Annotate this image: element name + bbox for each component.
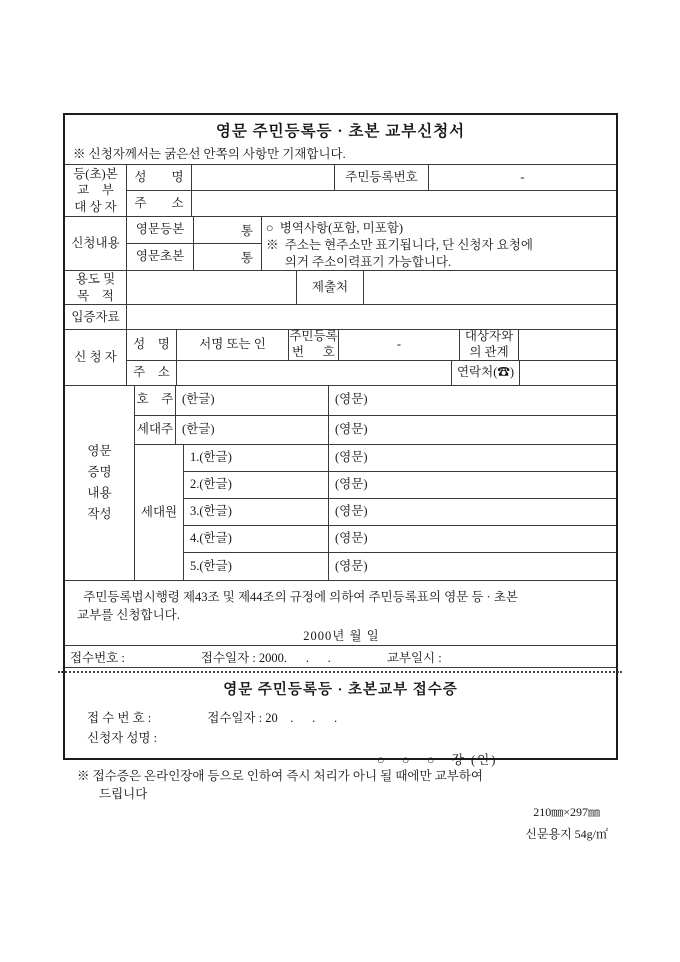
receipt-no-label: 접 수 번 호 : [87,711,152,725]
subject-address-field[interactable] [192,191,616,216]
member-1-hangul-field[interactable]: 1.(한글) [184,445,329,471]
purpose-section [65,271,616,305]
evidence-section-label: 입증자료 [65,305,127,329]
declaration-date: 2000년 월 일 [303,629,380,644]
form-notice [65,141,616,165]
member-3-hangul-field[interactable]: 3.(한글) [184,499,329,525]
member-row [184,445,616,472]
evidence-section [65,305,616,330]
request-deungbon-label: 영문등본 [127,217,194,243]
contact-field[interactable] [520,361,616,385]
subject-address-label: 주 소 [127,191,192,216]
subject-name-field[interactable] [192,165,335,190]
member-4-english-field[interactable]: (영문) [335,531,368,546]
declaration-text: 주민등록법시행령 제43조 및 제44조의 규정에 의하여 주민등록표의 영문 등 · 초본 교부를 신청합니다. [77,590,518,623]
subject-section [65,165,616,217]
request-chobon-count-field[interactable] [194,244,262,270]
cut-line [58,671,622,673]
sedaeju-hangul-field[interactable]: (한글) [176,416,329,445]
applicant-address-label: 주 소 [127,361,177,385]
member-4-hangul-field[interactable]: 4.(한글) [184,526,329,552]
purpose-field[interactable] [127,271,297,304]
english-section-label: 영문 증명 내용 작성 [65,386,135,580]
member-row [184,472,616,499]
receipt-stub [65,668,616,767]
member-2-english-field[interactable]: (영문) [335,477,368,492]
office-issue-datetime: 교부일시 : [386,650,442,665]
request-note: ○ 병역사항(포함, 미포함) ※ 주소는 현주소만 표기됩니다, 단 신청자 요청에 의거 주소이력표기 가능합니다. [266,221,533,269]
applicant-name-label: 성 명 [127,330,177,360]
request-section [65,217,616,271]
subject-rrn-label: 주민등록번호 [335,165,429,190]
hoju-english-field[interactable]: (영문) [335,392,368,407]
application-form [63,113,618,767]
office-receipt-no: 접수번호 : [70,650,125,665]
member-row [184,499,616,526]
english-section [65,386,616,581]
footnote-line2: 드립니다 [99,787,148,801]
footnote-line1: ※ 접수증은 온라인장애 등으로 인하여 즉시 처리가 아니 될 때에만 교부하여 [77,769,484,783]
member-5-hangul-field[interactable]: 5.(한글) [184,553,329,580]
paper-size-note: 210㎜×297㎜ [533,805,600,819]
unit-label: 통 [240,223,253,238]
applicant-rrn-label: 주민등록 번 호 [289,330,338,359]
subject-name-label: 성 명 [127,165,192,190]
request-chobon-label: 영문초본 [127,244,194,270]
receipt-signer-seal: ○ ○ ○ 장 (인) [377,753,498,767]
member-row [184,526,616,553]
hoju-label: 호 주 [135,386,176,415]
notice-text: ※ 신청자께서는 굵은선 안쪽의 사항만 기재합니다. [73,146,346,161]
evidence-field[interactable] [127,305,616,329]
office-receipt-date: 접수일자 : 2000. . . [200,650,331,665]
sedaeju-label: 세대주 [135,416,176,445]
member-2-hangul-field[interactable]: 2.(한글) [184,472,329,498]
applicant-signature-field[interactable]: 서명 또는 인 [177,330,289,360]
submit-to-field[interactable] [364,271,616,304]
subject-section-label: 등(초)본 교 부 대 상 자 [65,165,127,216]
hoju-hangul-field[interactable]: (한글) [176,386,329,415]
member-5-english-field[interactable]: (영문) [335,558,368,573]
receipt-title: 영문 주민등록등 · 초본교부 접수증 [223,682,458,698]
receipt-applicant-name-label: 신청자 성명 : [87,731,158,745]
sedaewon-label: 세대원 [135,445,184,580]
contact-label: 연락처(☎) [452,361,520,385]
member-3-english-field[interactable]: (영문) [335,504,368,519]
applicant-section-label: 신 청 자 [65,330,127,385]
unit-label: 통 [240,250,253,265]
sedaeju-english-field[interactable]: (영문) [335,421,368,436]
applicant-address-field[interactable] [177,361,452,385]
member-row [184,553,616,580]
relation-label: 대상자와 의 관계 [460,330,519,360]
relation-field[interactable] [519,330,616,360]
request-deungbon-count-field[interactable] [194,217,262,243]
member-1-english-field[interactable]: (영문) [335,450,368,465]
form-title: 영문 주민등록등 · 초본 교부신청서 [215,123,466,140]
applicant-section [65,330,616,386]
applicant-rrn-field[interactable]: - [339,330,460,360]
subject-rrn-field[interactable]: - [520,169,525,184]
office-use-row [65,646,616,668]
purpose-section-label: 용도 및 목 적 [65,271,127,304]
submit-to-label: 제출처 [297,271,364,304]
receipt-date-label: 접수일자 : 20 . . . [207,711,338,725]
request-section-label: 신청내용 [65,217,127,270]
paper-type-note: 신문용지 54g/㎡ [525,827,608,841]
declaration [65,581,616,646]
form-title-row [65,115,616,141]
